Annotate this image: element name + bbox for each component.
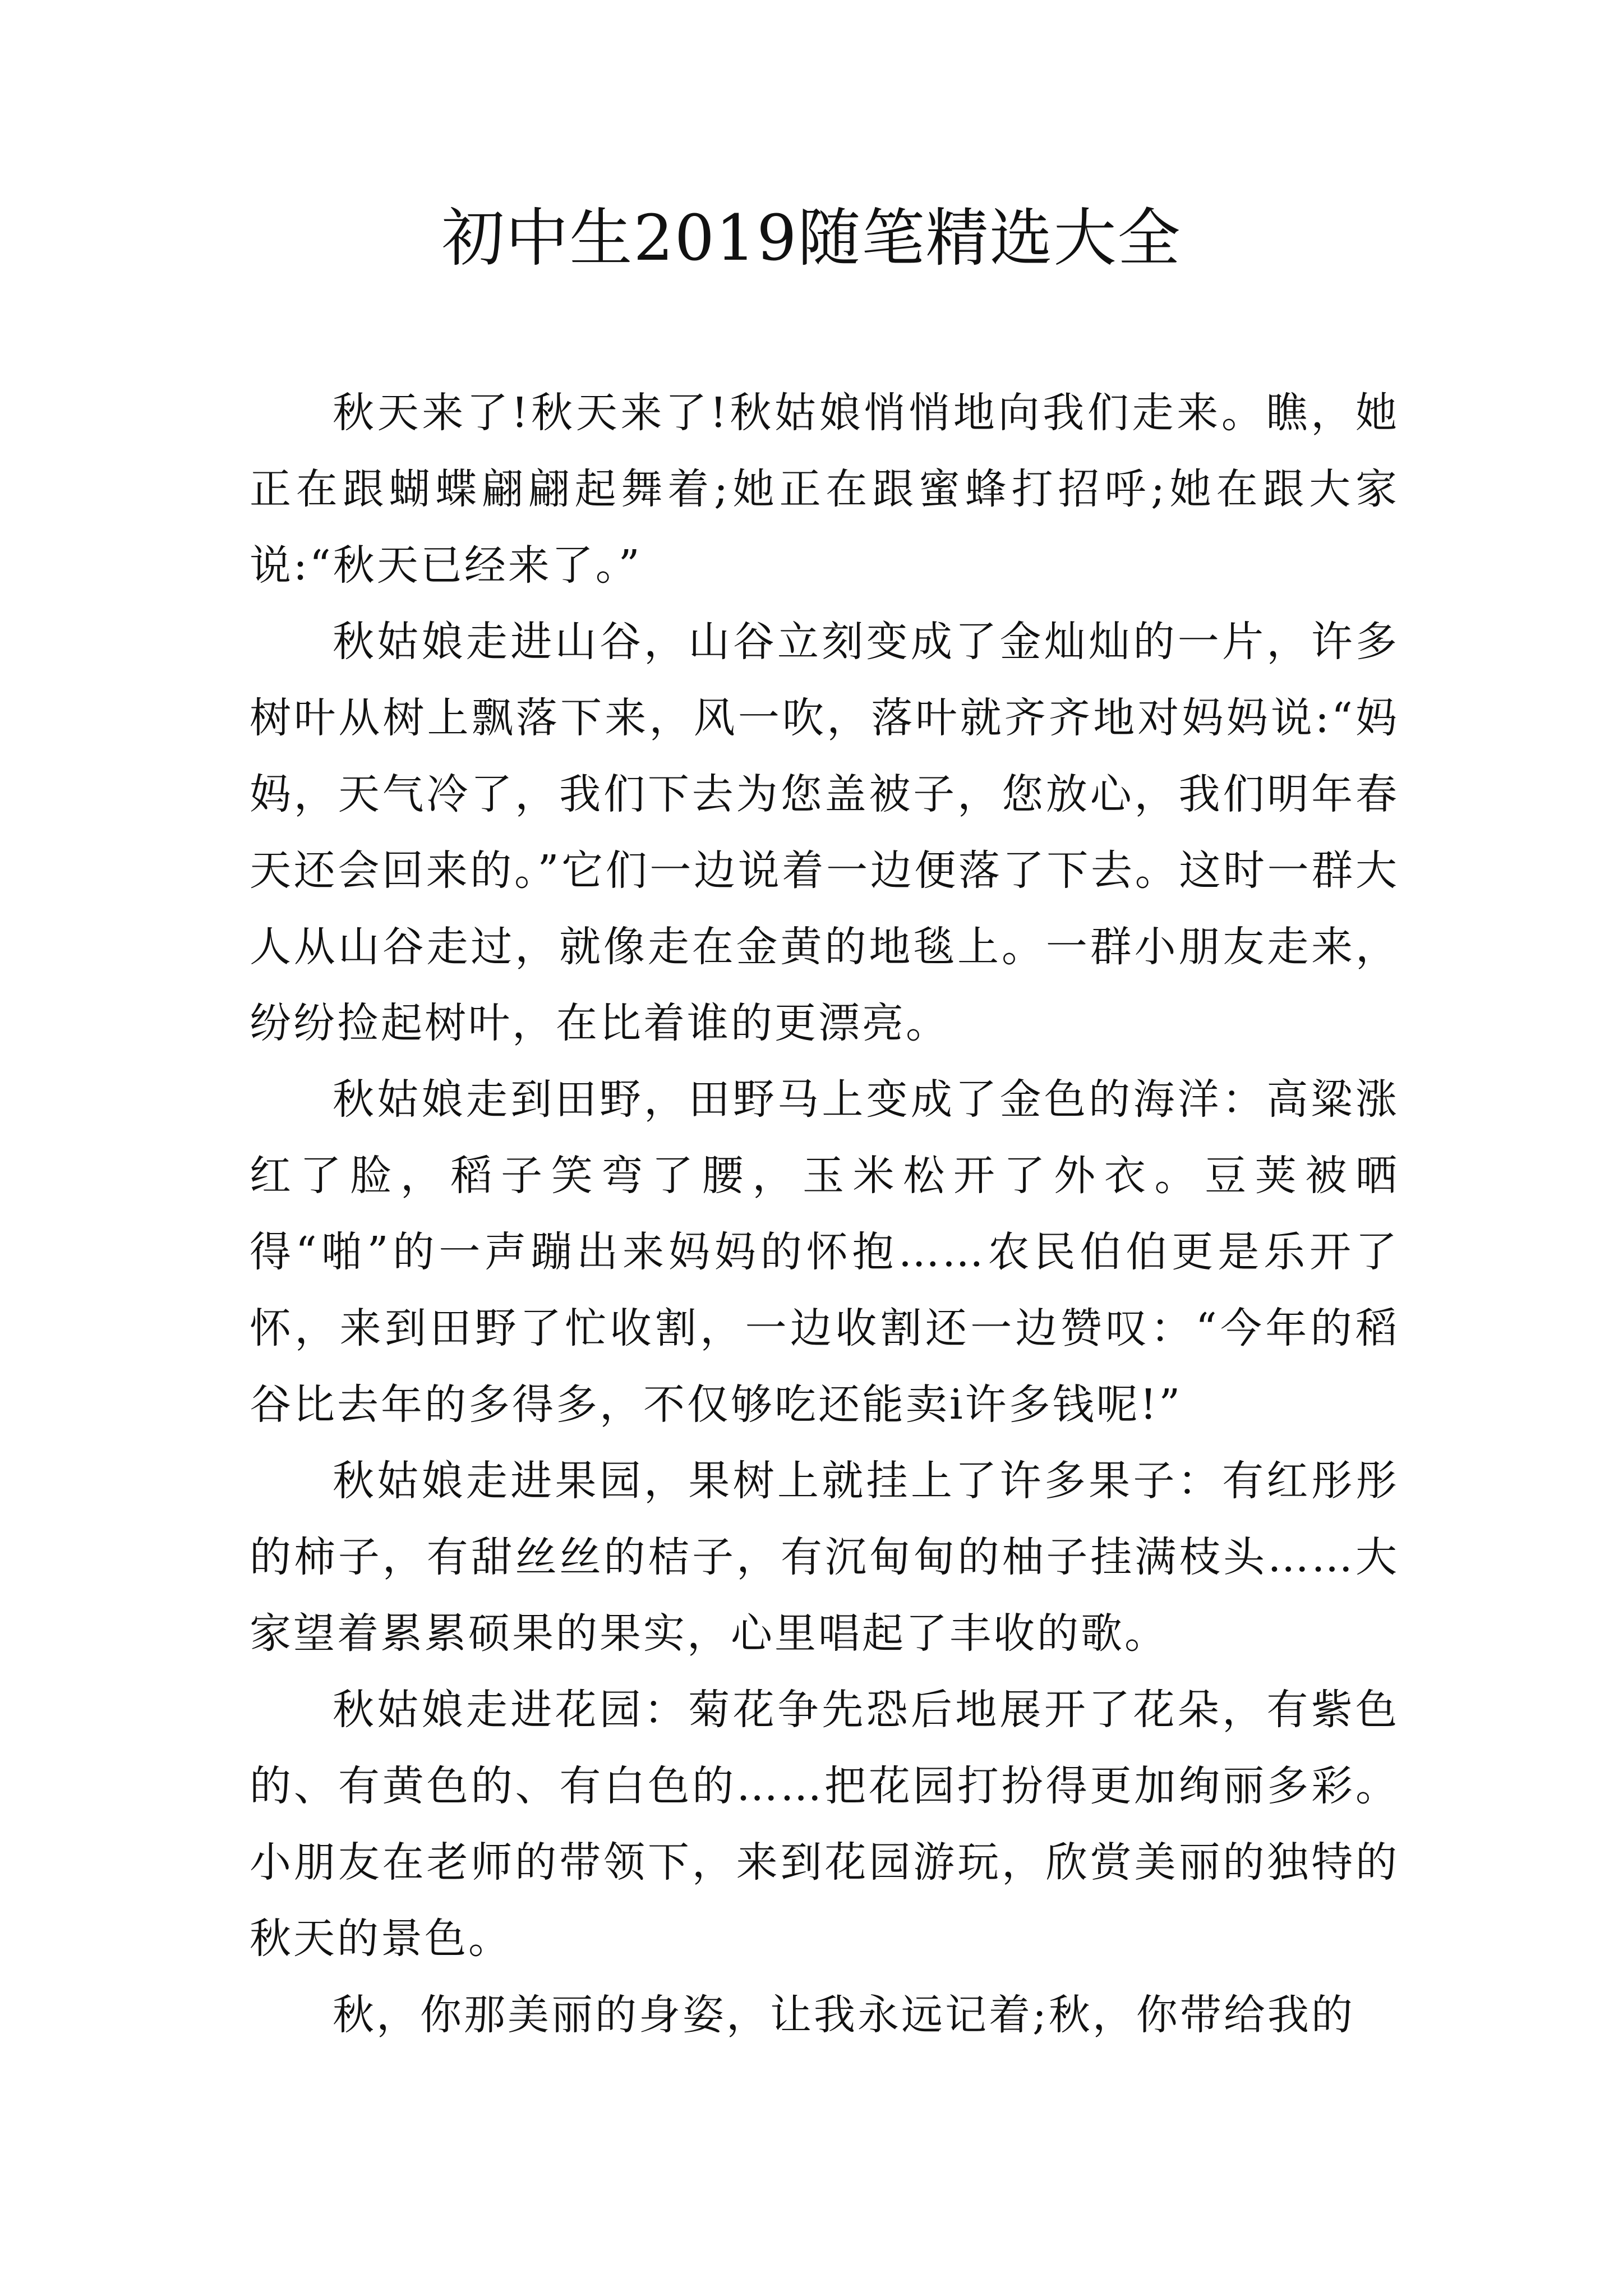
paragraph-6: 秋，你那美丽的身姿，让我永远记着;秋，你带给我的 xyxy=(333,1991,1355,2039)
paragraph-3: 秋姑娘走到田野，田野马上变成了金色的海洋：高粱涨红了脸，稻子笑弯了腰，玉米松开了外衣。豆荚被晒得“啪”的一声蹦出来妈妈的怀抱……农民伯伯更是乐开了怀，来到田野了忙收割，一边收割还一边赞叹：“今年的稻谷比去年的多得多，不仅够吃还能卖i许多钱呢!” xyxy=(250,1075,1399,1429)
paragraph-2: 秋姑娘走进山谷，山谷立刻变成了金灿灿的一片，许多树叶从树上飘落下来，风一吹，落叶就齐齐地对妈妈说:“妈妈，天气冷了，我们下去为您盖被子，您放心，我们明年春天还会回来的。”它们一边说着一边便落了下去。这时一群大人从山谷走过，就像走在金黄的地毯上。一群小朋友走来，纷纷捡起树叶，在比着谁的更漂亮。 xyxy=(250,618,1399,1047)
document-body xyxy=(250,375,1399,2053)
paragraph-1: 秋天来了!秋天来了!秋姑娘悄悄地向我们走来。瞧，她正在跟蝴蝶翩翩起舞着;她正在跟蜜蜂打招呼;她在跟大家说:“秋天已经来了。” xyxy=(250,389,1399,590)
paragraph-5: 秋姑娘走进花园：菊花争先恐后地展开了花朵，有紫色的、有黄色的、有白色的……把花园打扮得更加绚丽多彩。小朋友在老师的带领下，来到花园游玩，欣赏美丽的独特的秋天的景色。 xyxy=(250,1686,1399,1963)
document-title: 初中生2019随笔精选大全 xyxy=(441,202,1182,275)
paragraph-4: 秋姑娘走进果园，果树上就挂上了许多果子：有红彤彤的柿子，有甜丝丝的桔子，有沉甸甸的柚子挂满枝头……大家望着累累硕果的果实，心里唱起了丰收的歌。 xyxy=(250,1457,1399,1658)
